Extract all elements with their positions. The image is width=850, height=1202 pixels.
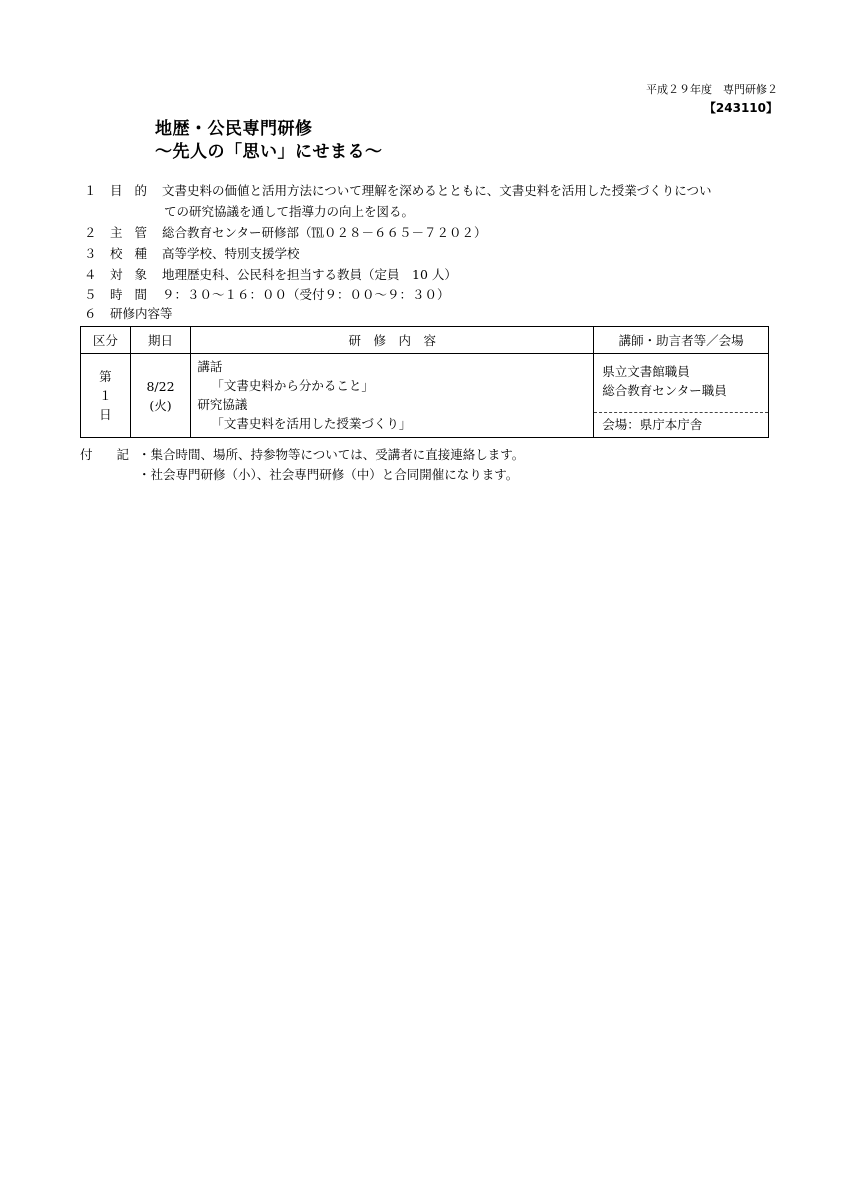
content-cell: 講話 「文書史料から分かること」 研究協議 「文書史料を活用した授業づくり」 [191, 354, 594, 438]
item-target: ４ 対 象 地理歴史科、公民科を担当する教員（定員 10 人） [84, 267, 457, 282]
note-line-2: ・社会専門研修（小）、社会専門研修（中）と合同開催になります。 [138, 467, 519, 482]
item-contents-heading: ６ 研修内容等 [84, 306, 173, 321]
lecturer-list: 県立文書館職員 総合教育センター職員 [594, 354, 768, 413]
lecturer-cell [594, 354, 769, 438]
page-title: 地歴・公民専門研修 [155, 119, 313, 139]
year-course-label: 平成２９年度 専門研修２ [646, 83, 778, 96]
col-header-content: 研 修 内 容 [191, 327, 594, 354]
item-organizer: ２ 主 管 総合教育センター研修部（℡０２８－６６５－７２０２） [84, 225, 487, 240]
table-row [81, 354, 769, 438]
item-purpose: １ 目 的 文書史料の価値と活用方法について理解を深めるとともに、文書史料を活用した授業づくりについ [84, 183, 712, 198]
course-code: 【243110】 [703, 101, 778, 115]
item-school-type: ３ 校 種 高等学校、特別支援学校 [84, 246, 300, 261]
col-header-lecturer: 講師・助言者等／会場 [594, 327, 769, 354]
table-header-row [81, 327, 769, 354]
date-cell: 8/22 (火) [130, 354, 191, 438]
item-time: ５ 時 間 ９：３０～１６：００（受付９：００～９：３０） [84, 287, 450, 302]
item-purpose-continued: ての研究協議を通して指導力の向上を図る。 [164, 204, 415, 219]
page-subtitle: ～先人の「思い」にせまる～ [155, 142, 383, 162]
col-header-date: 期日 [130, 327, 191, 354]
day-cell: 第 １ 日 [81, 354, 131, 438]
venue: 会場：県庁本庁舎 [602, 417, 703, 432]
note-label: 付 記 [80, 447, 139, 462]
col-header-division: 区分 [81, 327, 131, 354]
note-line-1: 付 記・集合時間、場所、持参物等については、受講者に直接連絡します。 [80, 447, 525, 462]
schedule-table [80, 326, 769, 438]
